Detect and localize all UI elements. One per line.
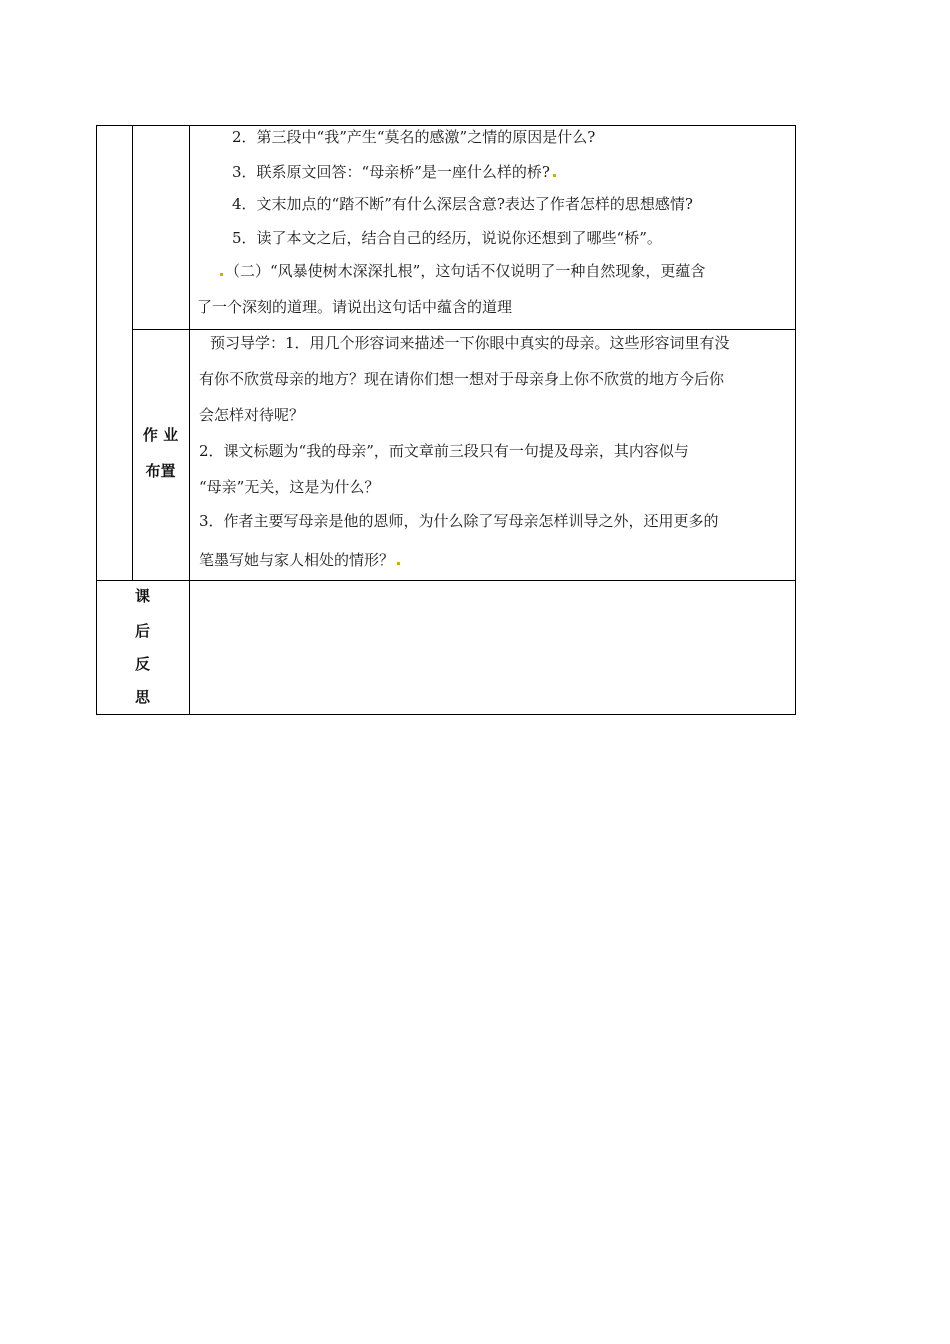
question-3: 3．联系原文回答：“母亲桥”是一座什么样的桥? bbox=[232, 155, 556, 190]
homework-line-2: 有你不欣赏母亲的地方？现在请你们想一想对于母亲身上你不欣赏的地方今后你 bbox=[199, 370, 725, 388]
question-4: 4．文末加点的“踏不断”有什么深层含意?表达了作者怎样的思想感情? bbox=[232, 195, 693, 213]
reflection-label-char-1: 课 bbox=[134, 587, 150, 605]
homework-label-line-1: 作 业 bbox=[142, 426, 179, 444]
homework-line-3: 会怎样对待呢？ bbox=[199, 406, 305, 424]
homework-line-5: “母亲”无关，这是为什么？ bbox=[199, 478, 380, 496]
question-two-line-2: 了一个深刻的道理。请说出这句话中蕴含的道理 bbox=[197, 298, 513, 316]
reflection-content-cell bbox=[190, 581, 796, 715]
question-2: 2．第三段中“我”产生“莫名的感激”之情的原因是什么? bbox=[232, 128, 596, 146]
homework-line-4: 2．课文标题为“我的母亲”，而文章前三段只有一句提及母亲，其内容似与 bbox=[199, 442, 689, 460]
reflection-label-char-3: 反 bbox=[134, 655, 150, 673]
reflection-label-char-2: 后 bbox=[134, 622, 150, 640]
homework-line-7: 笔墨写她与家人相处的情形？ bbox=[199, 543, 400, 578]
reflection-label-char-4: 思 bbox=[134, 688, 150, 706]
table-vline-1 bbox=[132, 125, 133, 581]
homework-line-6: 3．作者主要写母亲是他的恩师，为什么除了写母亲怎样训导之外，还用更多的 bbox=[199, 512, 719, 530]
homework-line-1: 预习导学：1．用几个形容词来描述一下你眼中真实的母亲。这些形容词里有没 bbox=[210, 334, 730, 352]
homework-label-line-2: 布置 bbox=[145, 462, 176, 480]
question-two-line-1: （二）“风暴使树木深深扎根”，这句话不仅说明了一种自然现象，更蕴含 bbox=[220, 254, 705, 289]
question-5: 5．读了本文之后，结合自己的经历，说说你还想到了哪些“桥”。 bbox=[232, 229, 662, 247]
marker-dot bbox=[397, 562, 400, 565]
marker-dot bbox=[553, 174, 556, 177]
marker-dot bbox=[220, 273, 223, 276]
